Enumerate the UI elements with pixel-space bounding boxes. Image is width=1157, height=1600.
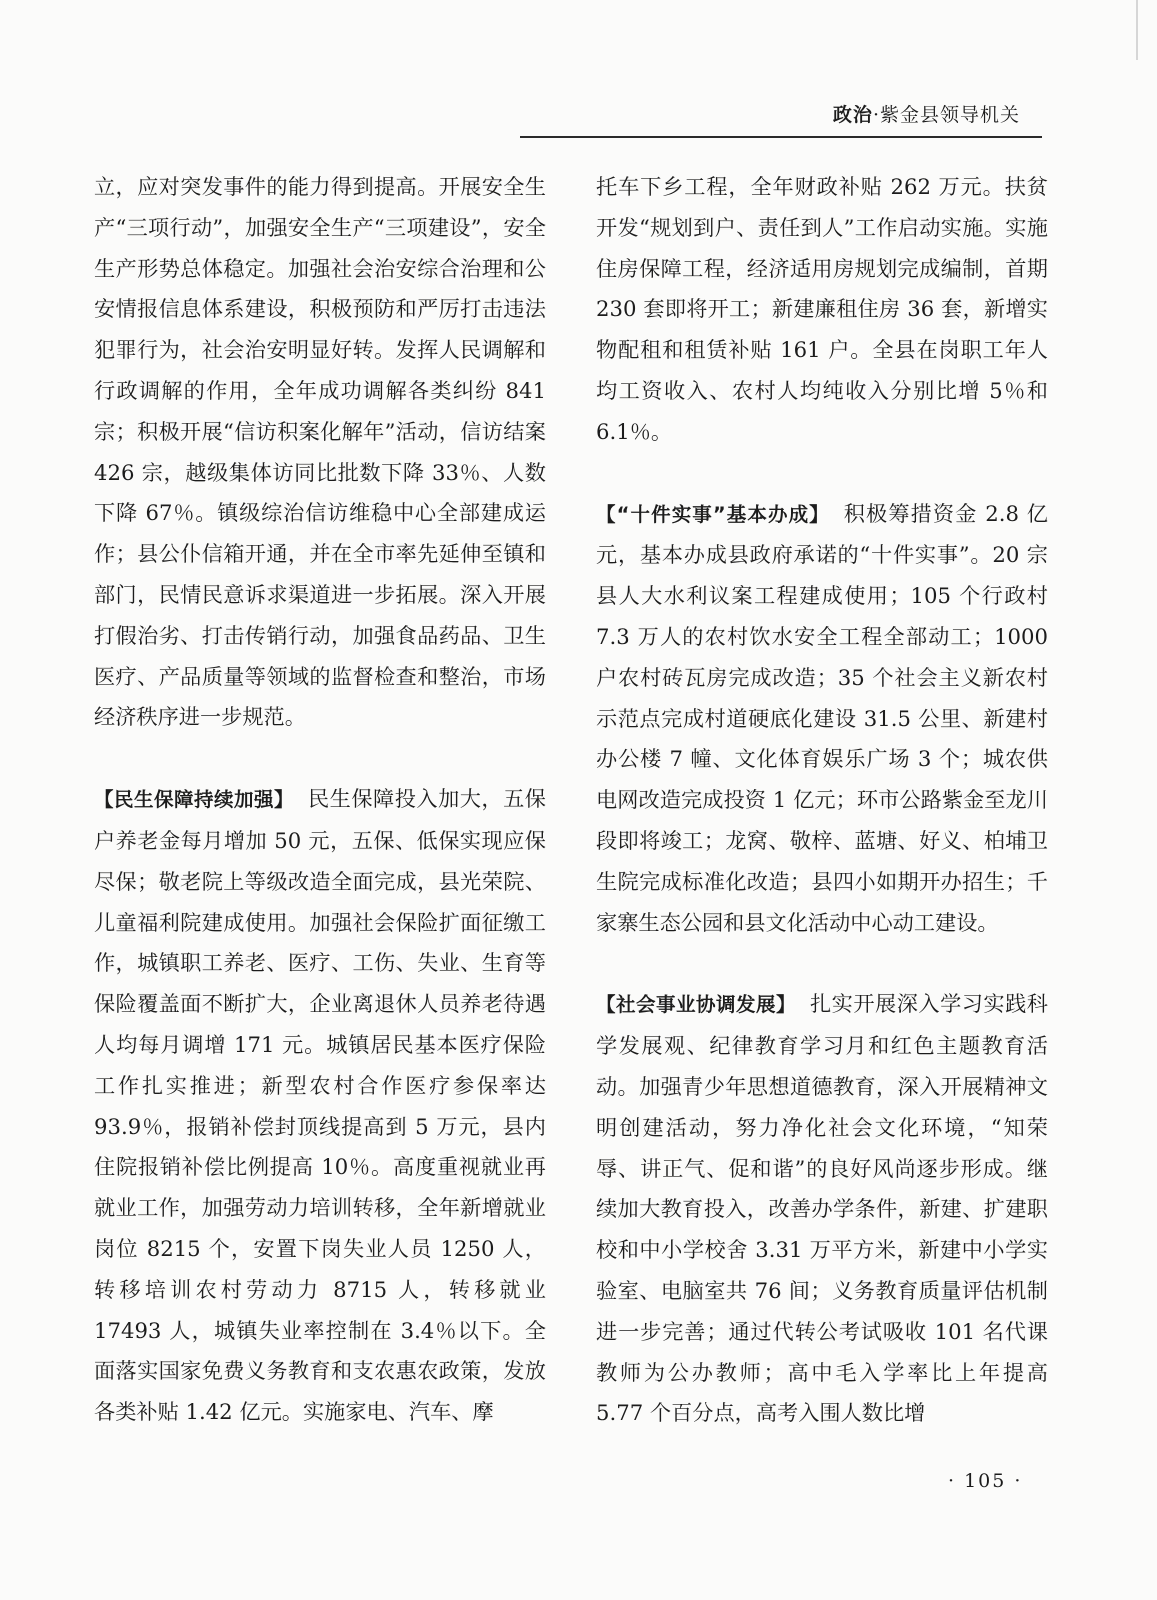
section-ten-tasks	[596, 494, 1048, 944]
page-number: · 105 ·	[948, 1470, 1023, 1492]
scan-gutter-line	[1136, 0, 1138, 60]
right-column	[596, 167, 1048, 1434]
section-body-ten-tasks: 积极筹措资金 2.8 亿元，基本办成县政府承诺的“十件实事”。20 宗县人大水利议案工程建成使用；105 个行政村 7.3 万人的农村饮水安全工程全部动工；1000 户农村砖瓦房完成改造；35 个社会主义新农村示范点完成村道硬底化建设 31.5 公里、新建村办公楼 7 幢、文化体育娱乐广场 3 个；城农供电网改造完成投资 1 亿元；环市公路紫金至龙川段即将竣工；龙窝、敬梓、蓝塘、好义、柏埔卫生院完成标准化改造；县四小如期开办招生；千家寨生态公园和县文化活动中心动工建设。	[596, 500, 1048, 935]
left-paragraph-continued: 立，应对突发事件的能力得到提高。开展安全生产“三项行动”，加强安全生产“三项建设”，安全生产形势总体稳定。加强社会治安综合治理和公安情报信息体系建设，积极预防和严厉打击违法犯罪行为，社会治安明显好转。发挥人民调解和行政调解的作用，全年成功调解各类纠纷 841 宗；积极开展“信访积案化解年”活动，信访结案 426 宗，越级集体访同比批数下降 33％、人数下降 67％。镇级综治信访维稳中心全部建成运作；县公仆信箱开通，并在全市率先延伸至镇和部门，民情民意诉求渠道进一步拓展。深入开展打假治劣、打击传销行动，加强食品药品、卫生医疗、产品质量等领域的监督检查和整治，市场经济秩序进一步规范。	[94, 174, 546, 730]
header-subtitle: 紫金县领导机关	[879, 104, 1020, 126]
running-header	[520, 96, 1042, 138]
left-column	[94, 167, 546, 1433]
header-section: 政治	[832, 104, 873, 126]
section-social-affairs	[596, 984, 1048, 1434]
section-livelihood	[94, 779, 546, 1433]
section-body-social-affairs: 扎实开展深入学习实践科学发展观、纪律教育学习月和红色主题教育活动。加强青少年思想道德教育，深入开展精神文明创建活动，努力净化社会文化环境，“知荣辱、讲正气、促和谐”的良好风尚逐步形成。继续加大教育投入，改善办学条件，新建、扩建职校和中小学校舍 3.31 万平方米，新建中小学实验室、电脑室共 76 间；义务教育质量评估机制进一步完善；通过代转公考试吸收 101 名代课教师为公办教师；高中毛入学率比上年提高 5.77 个百分点，高考入围人数比增	[596, 991, 1048, 1426]
header-rule	[520, 136, 1042, 138]
section-heading-livelihood: 【民生保障持续加强】	[94, 788, 294, 812]
right-paragraph-continued: 托车下乡工程，全年财政补贴 262 万元。扶贫开发“规划到户、责任到人”工作启动实施。实施住房保障工程，经济适用房规划完成编制，首期 230 套即将开工；新建廉租住房 36 套，新增实物配租和租赁补贴 161 户。全县在岗职工年人均工资收入、农村人均纯收入分别比增 5％和 6.1％。	[596, 174, 1048, 444]
header-separator: ·	[872, 104, 880, 126]
section-body-livelihood: 民生保障投入加大，五保户养老金每月增加 50 元，五保、低保实现应保尽保；敬老院上等级改造全面完成，县光荣院、儿童福利院建成使用。加强社会保险扩面征缴工作，城镇职工养老、医疗、工伤、失业、生育等保险覆盖面不断扩大，企业离退休人员养老待遇人均每月调增 171 元。城镇居民基本医疗保险工作扎实推进；新型农村合作医疗参保率达 93.9％，报销补偿封顶线提高到 5 万元，县内住院报销补偿比例提高 10％。高度重视就业再就业工作，加强劳动力培训转移，全年新增就业岗位 8215 个，安置下岗失业人员 1250 人，转移培训农村劳动力 8715 人，转移就业 17493 人，城镇失业率控制在 3.4％以下。全面落实国家免费义务教育和支农惠农政策，发放各类补贴 1.42 亿元。实施家电、汽车、摩	[94, 786, 546, 1425]
section-heading-social-affairs: 【社会事业协调发展】	[596, 993, 796, 1017]
header-title	[833, 100, 1020, 127]
section-heading-ten-tasks: 【“十件实事”基本办成】	[596, 502, 830, 526]
